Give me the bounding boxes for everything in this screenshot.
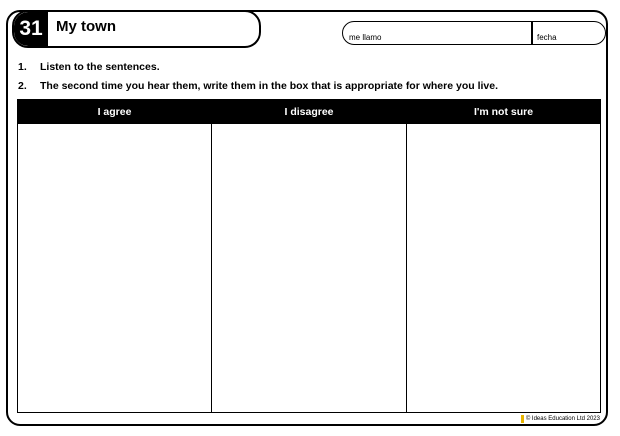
column-header-disagree: I disagree xyxy=(212,100,406,124)
name-date-divider xyxy=(531,22,533,44)
column-header-not-sure: I'm not sure xyxy=(407,100,600,124)
copyright-footer xyxy=(521,415,600,423)
page-title: My town xyxy=(56,18,116,35)
publisher-logo-icon xyxy=(521,415,524,423)
date-label: fecha xyxy=(537,33,557,42)
column-disagree xyxy=(211,100,406,412)
column-agree xyxy=(18,100,211,412)
copyright-text: © Ideas Education Ltd 2023 xyxy=(525,416,600,422)
response-table xyxy=(17,99,601,413)
name-date-box xyxy=(342,21,606,45)
column-not-sure xyxy=(406,100,600,412)
instruction-1 xyxy=(18,61,160,73)
instruction-text: The second time you hear them, write them in the box that is appropriate for where you live. xyxy=(40,80,499,92)
instruction-number: 2. xyxy=(18,80,27,92)
instruction-text: Listen to the sentences. xyxy=(40,61,160,73)
instruction-2 xyxy=(18,80,498,92)
instruction-number: 1. xyxy=(18,61,27,73)
name-label: me llamo xyxy=(349,33,382,42)
title-tab xyxy=(12,10,261,48)
unit-number: 31 xyxy=(14,12,48,46)
column-header-agree: I agree xyxy=(18,100,211,124)
